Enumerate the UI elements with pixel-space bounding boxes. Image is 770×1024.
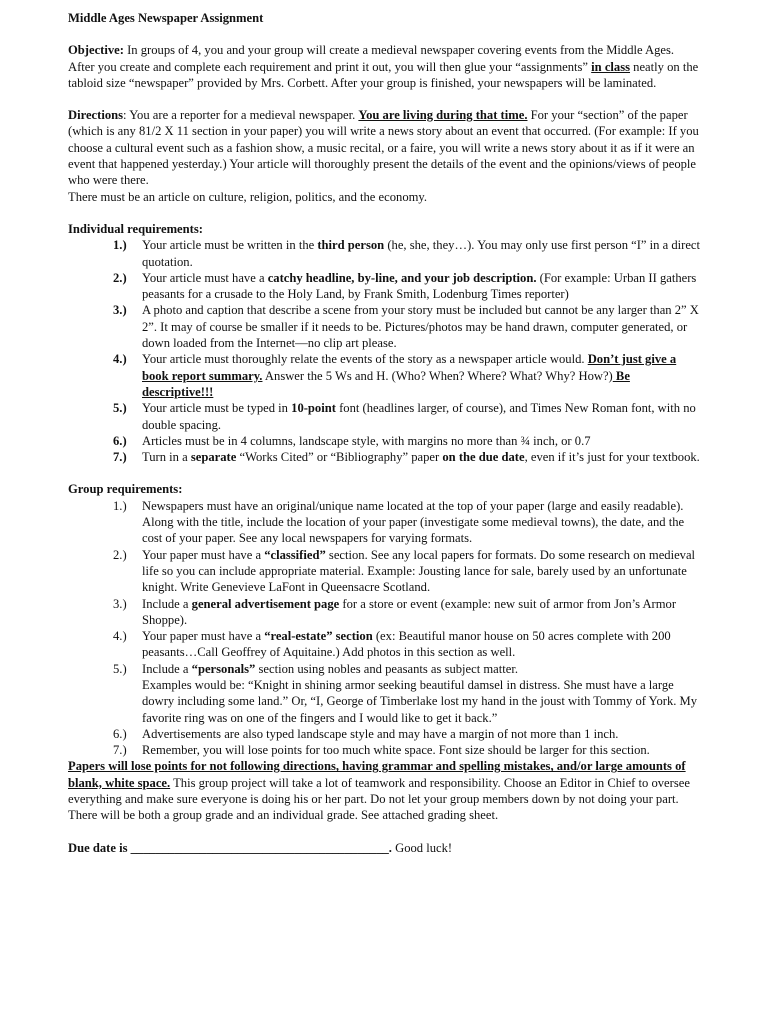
group-requirements-list bbox=[68, 498, 700, 759]
item-text: , even if it’s just for your textbook. bbox=[524, 450, 700, 465]
item-text: (For example: Urban II gathers peasants for a crusade to the Holy Land, by Frank Smith, Lodenburg Times reporter) bbox=[142, 270, 697, 302]
item-text: font (headlines larger, of course), and Times New Roman font, with no double spacing. bbox=[142, 401, 696, 432]
objective-emphasis: in class bbox=[591, 59, 631, 74]
item-number: 4.) bbox=[113, 352, 127, 367]
item-text: Your article must be typed in bbox=[142, 401, 292, 416]
item-text: for a store or event (example: new suit of armor from Jon’s Armor Shoppe). bbox=[142, 596, 677, 627]
item-number: 5.) bbox=[113, 661, 127, 676]
item-number: 3.) bbox=[113, 303, 127, 318]
directions-emphasis: You are living during that time. bbox=[358, 108, 528, 123]
item-bold: third person bbox=[317, 238, 385, 253]
closing-paragraph bbox=[68, 758, 700, 823]
directions-label: Directions bbox=[68, 108, 124, 123]
list-item bbox=[68, 302, 700, 351]
item-examples: Examples would be: “Knight in shining armor seeking beautiful damsel in distress. She must have a large dowry including some land.” Or, “I, George of Timberlake lost my hand in the joust with Tommy of York. My favorite ring was on one of the fingers and I would like to get it back.” bbox=[142, 677, 698, 725]
item-text: (ex: Beautiful manor house on 50 acres complete with 200 peasants…Call Geoffrey of Aquitaine.) Add photos in this section as well. bbox=[142, 629, 671, 660]
closing-emphasis: Papers will lose points for not following directions, having grammar and spelling mistakes, and/or large amounts of blank, white space. bbox=[68, 759, 686, 790]
item-text: Answer the 5 Ws and H. (Who? When? Where? What? Why? How?) bbox=[262, 368, 613, 383]
item-bold: “classified” bbox=[264, 547, 326, 562]
item-number: 6.) bbox=[113, 726, 127, 741]
item-text: Articles must be in 4 columns, landscape style, with margins no more than ¾ inch, or 0.7 bbox=[142, 433, 591, 448]
item-bold: 10-point bbox=[291, 401, 336, 416]
document-page bbox=[68, 10, 700, 856]
objective-paragraph bbox=[68, 42, 700, 91]
item-text: Remember, you will lose points for too much white space. Font size should be larger for this section. bbox=[142, 743, 650, 758]
due-date-line bbox=[68, 840, 700, 856]
item-number: 4.) bbox=[113, 629, 127, 644]
item-text: Advertisements are also typed landscape style and may have a margin of not more than 1 inch. bbox=[142, 726, 619, 741]
list-item bbox=[68, 661, 700, 726]
directions-text-2: For your “section” of the paper (which is any 81/2 X 11 section in your paper) you will write a news story about an event that occurred. (For example: If you choose a cultural event such as a fashion show, a music recital, or a faire, you will write a news story about it as if it were an event that happened yesterday.) Your article will thoroughly present the details of the event and the opinions/views of people who were there. bbox=[68, 108, 699, 188]
individual-heading: Individual requirements: bbox=[68, 221, 203, 236]
item-text: Include a bbox=[142, 596, 192, 611]
objective-label: Objective: bbox=[68, 43, 124, 58]
directions-paragraph bbox=[68, 107, 700, 205]
list-item bbox=[68, 433, 700, 449]
item-number: 6.) bbox=[113, 433, 127, 448]
list-item bbox=[68, 351, 700, 400]
item-bold: “personals” bbox=[191, 661, 256, 676]
item-bold: on the due date bbox=[442, 450, 525, 465]
item-text: Include a bbox=[142, 661, 192, 676]
item-emphasis: Don’t just give a book report summary. bbox=[142, 352, 677, 383]
item-bold: general advertisement page bbox=[191, 596, 340, 611]
list-item bbox=[68, 547, 700, 596]
directions-line-2: There must be an article on culture, religion, politics, and the economy. bbox=[68, 189, 428, 204]
item-number: 7.) bbox=[113, 743, 127, 758]
due-date-label: Due date is bbox=[68, 840, 131, 855]
item-number: 3.) bbox=[113, 596, 127, 611]
item-text: Your paper must have a bbox=[142, 547, 265, 562]
item-bold: catchy headline, by-line, and your job description. bbox=[267, 270, 537, 285]
item-number: 5.) bbox=[113, 401, 127, 416]
list-item bbox=[68, 628, 700, 661]
item-bold: “real-estate” section bbox=[264, 629, 373, 644]
item-text: section using nobles and peasants as subject matter. bbox=[255, 661, 519, 676]
item-text: Your article must thoroughly relate the events of the story as a newspaper article would. bbox=[142, 352, 588, 367]
individual-requirements-list bbox=[68, 237, 700, 465]
list-item bbox=[68, 726, 700, 742]
item-number: 2.) bbox=[113, 547, 127, 562]
list-item bbox=[68, 498, 700, 547]
list-item bbox=[68, 449, 700, 465]
list-item bbox=[68, 596, 700, 629]
list-item bbox=[68, 742, 700, 758]
item-text: section. See any local papers for formats. Do some research on medieval life so you can include appropriate material. Example: Jousting lance for sale, barely used by an unfortunate knight. Write Genevieve LaFont in Queensacre Scotland. bbox=[142, 547, 696, 595]
closing-text: This group project will take a lot of teamwork and responsibility. Choose an Editor in Chief to oversee everything and make sure everyone is doing his or her part. Do not let your group members down by not doing your part. There will be both a group grade and an individual grade. See attached grading sheet. bbox=[68, 775, 690, 823]
list-item bbox=[68, 237, 700, 270]
objective-text-1: In groups of 4, you and your group will create a medieval newspaper covering events from the Middle Ages. After you create and complete each requirement and print it out, you will then glue your “assignments” bbox=[68, 43, 675, 74]
item-number: 2.) bbox=[113, 270, 127, 285]
good-luck-text: Good luck! bbox=[391, 840, 453, 855]
item-text: “Works Cited” or “Bibliography” paper bbox=[236, 450, 443, 465]
directions-text-1: : You are a reporter for a medieval newspaper. bbox=[123, 108, 359, 123]
item-text: Turn in a bbox=[142, 450, 191, 465]
item-text: Your paper must have a bbox=[142, 629, 265, 644]
item-text: A photo and caption that describe a scene from your story must be included but cannot be any larger than 2” X 2”. It may of course be smaller if it needs to be. Pictures/photos may be hand drawn, computer generated, or down loaded from the Internet—no clip art please. bbox=[142, 303, 699, 351]
document-title: Middle Ages Newspaper Assignment bbox=[68, 11, 264, 25]
group-heading: Group requirements: bbox=[68, 482, 183, 497]
item-number: 1.) bbox=[113, 238, 127, 253]
item-emphasis: Be descriptive!!! bbox=[142, 368, 630, 399]
list-item bbox=[68, 270, 700, 303]
item-text: (he, she, they…). You may only use first person “I” in a direct quotation. bbox=[142, 238, 701, 269]
item-text: Newspapers must have an original/unique name located at the top of your paper (large and easily readable). Along with the title, include the location of your paper (investigate some medieval towns), the date, and the cost of your paper. See any local newspapers for varying formats. bbox=[142, 498, 685, 546]
list-item bbox=[68, 400, 700, 433]
item-bold: separate bbox=[190, 450, 237, 465]
item-number: 1.) bbox=[113, 498, 127, 513]
objective-text-2: neatly on the tabloid size “newspaper” provided by Mrs. Corbett. After your group is finished, your newspapers will be laminated. bbox=[68, 59, 699, 90]
item-text: Your article must have a bbox=[142, 270, 268, 285]
due-date-blank: _________________________________________. bbox=[130, 840, 392, 855]
item-number: 7.) bbox=[113, 450, 127, 465]
item-text: Your article must be written in the bbox=[142, 238, 318, 253]
